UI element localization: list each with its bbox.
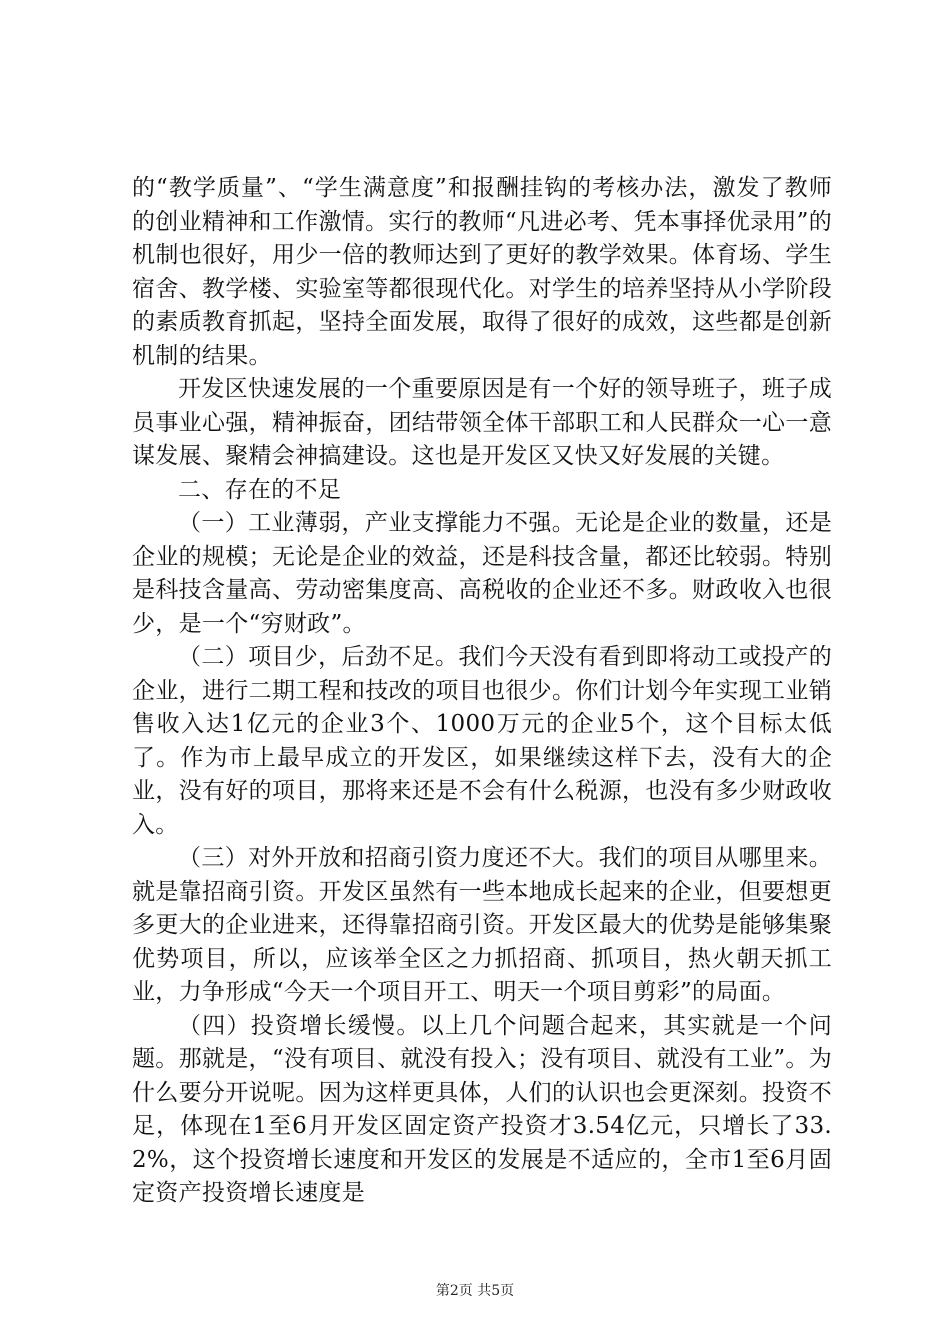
paragraph-continuation: 的“教学质量”、“学生满意度”和报酬挂钩的考核办法，激发了教师的创业精神和工作激情。实行的教师“凡进必考、凭本事择优录用”的机制也很好，用少一倍的教师达到了更好的教学效果。体育场、学生宿舍、教学楼、实验室等都很现代化。对学生的培养坚持从小学阶段的素质教育抓起，坚持全面发展，取得了很好的成效，这些都是创新机制的结果。 — [132, 175, 832, 369]
section-heading: 二、存在的不足 — [178, 476, 342, 503]
paragraph-leadership: 开发区快速发展的一个重要原因是有一个好的领导班子，班子成员事业心强，精神振奋，团结带领全体干部职工和人民群众一心一意谋发展、聚精会神搞建设。这也是开发区又快又好发展的关键。 — [132, 376, 832, 469]
paragraph-item-3: （三）对外开放和招商引资力度还不大。我们的项目从哪里来。就是靠招商引资。开发区虽然有一些本地成长起来的企业，但要想更多更大的企业进来，还得靠招商引资。开发区最大的优势是能够集聚优势项目，所以，应该举全区之力抓招商、抓项目，热火朝天抓工业，力争形成“今天一个项目开工、明天一个项目剪彩”的局面。 — [132, 845, 832, 1005]
document-body — [132, 172, 832, 1211]
paragraph-item-4: （四）投资增长缓慢。以上几个问题合起来，其实就是一个问题。那就是，“没有项目、就没有投入；没有项目、就没有工业”。为什么要分开说呢。因为这样更具体，人们的认识也会更深刻。投资不足，体现在1至6月开发区固定资产投资才3.54亿元，只增长了33.2%，这个投资增长速度和开发区的发展是不适应的，全市1至6月固定资产投资增长速度是 — [132, 1012, 832, 1206]
paragraph-item-2: （二）项目少，后劲不足。我们今天没有看到即将动工或投产的企业，进行二期工程和技改的项目也很少。你们计划今年实现工业销售收入达1亿元的企业3个、1000万元的企业5个，这个目标太低了。作为市上最早成立的开发区，如果继续这样下去，没有大的企业，没有好的项目，那将来还是不会有什么税源，也没有多少财政收入。 — [132, 644, 832, 838]
paragraph-item-1: （一）工业薄弱，产业支撑能力不强。无论是企业的数量，还是企业的规模；无论是企业的效益，还是科技含量，都还比较弱。特别是科技含量高、劳动密集度高、高税收的企业还不多。财政收入也很少，是一个“穷财政”。 — [132, 510, 832, 637]
page-number-footer: 第2页 共5页 — [435, 1283, 515, 1299]
